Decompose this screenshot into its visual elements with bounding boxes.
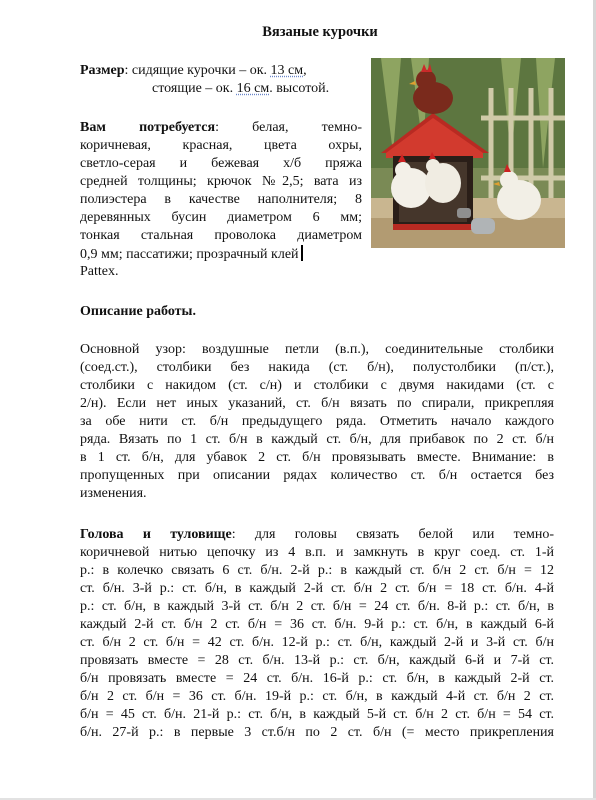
head-line: б/н 2 ст. б/н = 36 ст. б/н. 19-й р.: ст. б/н, в каждый 4-й ст. б/н 2 ст. [80, 689, 554, 704]
head-line: б/н. 27-й р.: в первые 3 ст.б/н по 2 ст. б/н (= место прикрепления [80, 725, 554, 740]
head-line: провязать вместе = 28 ст. б/н. 13-й р.: ст. б/н, каждый 6-й и 7-й ст. [80, 653, 554, 668]
head-line: б/н = 45 ст. б/н. 21-й р.: ст. б/н, в каждый 5-й ст. б/н 2 ст. б/н = 54 ст. [80, 707, 554, 722]
pattern-line: изменения. [80, 486, 147, 501]
size-line-2: стоящие – ок. 16 см. высотой. [152, 81, 330, 96]
head-line: коричневой нитью цепочку из 4 в.п. и замкнуть в круг соед. ст. 1-й [80, 545, 554, 560]
materials-line: светло-серая и бежевая х/б пряжа [80, 156, 362, 171]
knitted-hens-photo [371, 58, 565, 248]
materials-label: Вам потребуется [80, 120, 216, 135]
materials-line-1: Вам потребуется: белая, темно- [80, 120, 363, 135]
head-line: каждый 2-й ст. б/н 2 ст. б/н = 36 ст. б/н. 9-й р.: ст. б/н, в каждый 6-й [80, 617, 554, 632]
document-title: Вязаные курочки [262, 24, 378, 40]
pattern-line: за обе нити ст. б/н предыдущего ряда. Отметить начало каждого [80, 414, 554, 429]
head-line: р.: в колечко связать 6 ст. б/н. 2-й р.: в каждый ст. б/н 2 ст. б/н = 12 [80, 563, 554, 578]
materials-line: коричневая, красная, цвета охры, [80, 138, 362, 153]
materials-line: полиэстера в качестве наполнителя; 8 [80, 192, 362, 207]
pattern-line: 2/н). Если нет иных указаний, ст. б/н вязать по спирали, прикрепляя [80, 396, 554, 411]
pattern-line: столбики с накидом (ст. с/н) и столбики с двумя накидами (ст. с [80, 378, 554, 393]
size-label: Размер [80, 63, 125, 78]
materials-line: Pattex. [80, 264, 119, 279]
materials-line: тонкая стальная проволока диаметром [80, 228, 362, 243]
materials-line: 0,9 мм; пассатижи; прозрачный клей [80, 245, 370, 264]
head-line: ст. б/н. 3-й р.: ст. б/н, в каждый 2-й ст. б/н 2 ст. б/н = 18 ст. б/н. 4-й [80, 581, 554, 596]
head-line: р.: ст. б/н, в каждый 3-й ст. б/н 2 ст. б/н = 24 ст. б/н. 8-й р.: ст. б/н, в [80, 599, 554, 614]
size-line-1: Размер: сидящие курочки – ок. 13 см, [80, 63, 307, 78]
head-line: б/н провязать вместе = 24 ст. б/н. 16-й р.: ст. б/н, в каждый 2-й ст. [80, 671, 554, 686]
pattern-line: в 1 ст. б/н, для убавок 2 ст. б/н провязывать вместе. Внимание: в [80, 450, 554, 465]
pattern-line: (соед.ст.), столбики без накида (ст. б/н), полустолбики (п/ст.), [80, 360, 554, 375]
head-line-1: Голова и туловище: для головы связать белой или темно- [80, 527, 555, 542]
pattern-line: Основной узор: воздушные петли (в.п.), соединительные столбики [80, 342, 554, 357]
pattern-line: ряда. Вязать по 1 ст. б/н в каждый ст. б/н, для прибавок по 2 ст. б/н [80, 432, 554, 447]
materials-line: средней толщины; крючок №2,5; вата из [80, 174, 362, 189]
head-label: Голова и туловище [80, 527, 232, 542]
text-cursor [301, 245, 303, 261]
head-line: ст. б/н 2 ст. б/н = 42 ст. б/н. 12-й р.: ст. б/н, каждый 2-й и 3-й ст. б/н [80, 635, 554, 650]
section-heading-description: Описание работы. [80, 304, 196, 319]
pattern-line: пропущенных при описании рядах количество ст. б/н остается без [80, 468, 554, 483]
materials-line: деревянных бусин диаметром 6 мм; [80, 210, 362, 225]
